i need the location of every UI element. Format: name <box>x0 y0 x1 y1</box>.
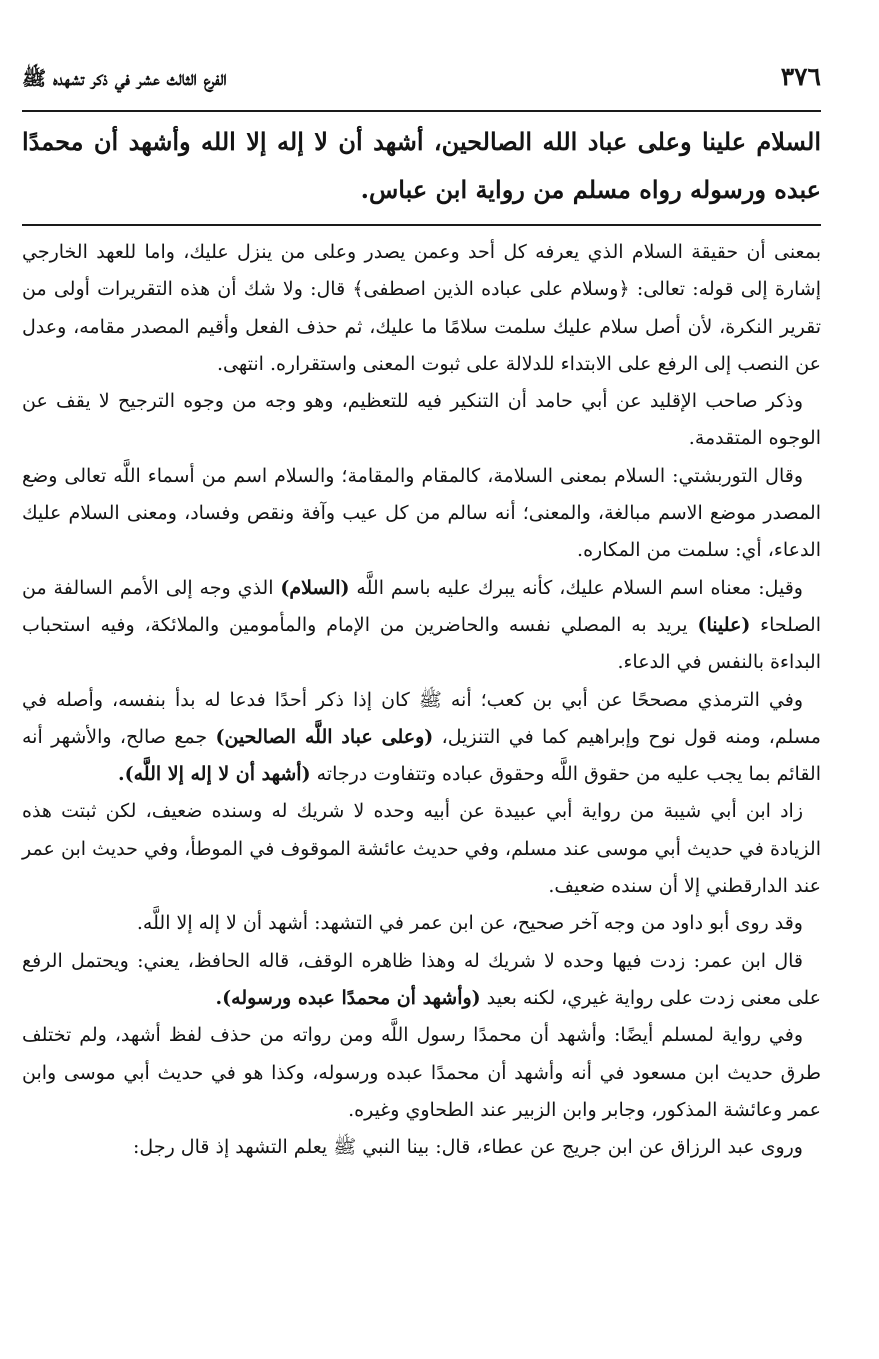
commentary-separator <box>22 224 821 226</box>
paragraph-text: يريد به المصلي نفسه والحاضرين من الإمام والمأمومين والملائكة، وفيه استحباب البداءة بالنفس في الدعاء. <box>22 613 821 674</box>
running-title: الفرع الثالث عشر في ذكر تشهده ﷺ <box>22 66 227 90</box>
paragraph: وفي رواية لمسلم أيضًا: وأشهد أن محمدًا رسول اللَّه ومن رواته من حذف لفظ أشهد، ولم تختلف طرق حديث ابن مسعود في أنه وأشهد أن محمدًا عبده ورسوله، وكذا هو في حديث أبي موسى وابن عمر وعائشة المذكور، وجابر وابن الزبير عند الطحاوي وغيره. <box>22 1024 821 1121</box>
page-number: ٣٧٦ <box>780 62 821 91</box>
paragraph: وذكر صاحب الإقليد عن أبي حامد أن التنكير فيه للتعظيم، وهو وجه من وجوه الترجيح لا يقف عن الوجوه المتقدمة. <box>22 390 821 450</box>
header-rule <box>22 110 821 112</box>
paragraph-text: الذي وجه إلى الأمم السالفة من الصلحاء <box>22 576 821 636</box>
paragraph-text: جمع صالح، والأشهر أنه القائم بما يجب عليه من حقوق اللَّه وحقوق عباده وتتفاوت درجاته <box>22 725 821 786</box>
paragraph <box>22 682 821 794</box>
paragraph: وروى عبد الرزاق عن ابن جريج عن عطاء، قال: بينا النبي ﷺ يعلم التشهد إذ قال رجل: <box>133 1136 803 1159</box>
paragraph-text: وفي الترمذي مصححًا عن أبي بن كعب؛ أنه ﷺ كان إذا ذكر أحدًا فدعا له بدأ بنفسه، وأصله في مسلم، ومنه قول نوح وإبراهيم كما في التنزيل، <box>22 688 821 748</box>
paragraph: زاد ابن أبي شيبة من رواية أبي عبيدة عن أبيه وحده لا شريك له وسنده ضعيف، لكن ثبتت هذه الزيادة في حديث أبي موسى عند مسلم، وفي حديث عائشة الموقوف في الموطأ، وفي حديث ابن عمر عند الدارقطني إلا أن سنده ضعيف. <box>22 800 821 898</box>
quoted-phrase: (وعلى عباد اللَّه الصالحين) <box>215 725 434 748</box>
quoted-phrase: (وأشهد أن محمدًا عبده ورسوله). <box>215 986 481 1009</box>
quoted-phrase: (السلام) <box>280 576 350 599</box>
quoted-phrase: (أشهد أن لا إله إلا اللَّه). <box>117 763 311 786</box>
paragraph <box>22 570 821 682</box>
paragraph-text: وقيل: معناه اسم السلام عليك، كأنه يبرك عليه باسم اللَّه <box>349 576 803 599</box>
paragraph: بمعنى أن حقيقة السلام الذي يعرفه كل أحد وعمن يصدر وعلى من ينزل عليك، واما للعهد الخارجي إشارة إلى قوله: تعالى: ﴿وسلام على عباده الذين اصطفى﴾ قال: ولا شك أن هذه التقريرات أولى من تقرير النكرة، لأن أصل سلام عليك سلمت سلامًا ما عليك، ثم حذف الفعل وأقيم المصدر مقامه، وعدل عن النصب إلى الرفع على الابتداء للدلالة على ثبوت المعنى واستقراره. انتهى. <box>22 241 821 375</box>
commentary <box>22 234 821 1166</box>
paragraph-text: قال ابن عمر: زدت فيها وحده لا شريك له وهذا ظاهره الوقف، قاله الحافظ، يعني: ويحتمل الرفع على معنى زدت على رواية غيري، لكنه بعيد <box>22 949 821 1009</box>
paragraph <box>22 943 821 1018</box>
paragraph: وقد روى أبو داود من وجه آخر صحيح، عن ابن عمر في التشهد: أشهد أن لا إله إلا اللَّه. <box>136 912 803 935</box>
hadith-text: السلام علينا وعلى عباد الله الصالحين، أشهد أن لا إله إلا الله وأشهد أن محمدًا عبده ورسوله رواه مسلم من رواية ابن عباس. <box>22 127 821 204</box>
paragraph: وقال التوربشتي: السلام بمعنى السلامة، كالمقام والمقامة؛ والسلام اسم من أسماء اللَّه تعالى وضع المصدر موضع الاسم مبالغة، والمعنى؛ أنه سالم من كل عيب وآفة ونقص وفساد، ومعنى السلام عليك الدعاء، أي: سلمت من المكاره. <box>22 464 821 562</box>
quoted-phrase: (علينا) <box>697 613 751 636</box>
page-header <box>22 62 821 110</box>
